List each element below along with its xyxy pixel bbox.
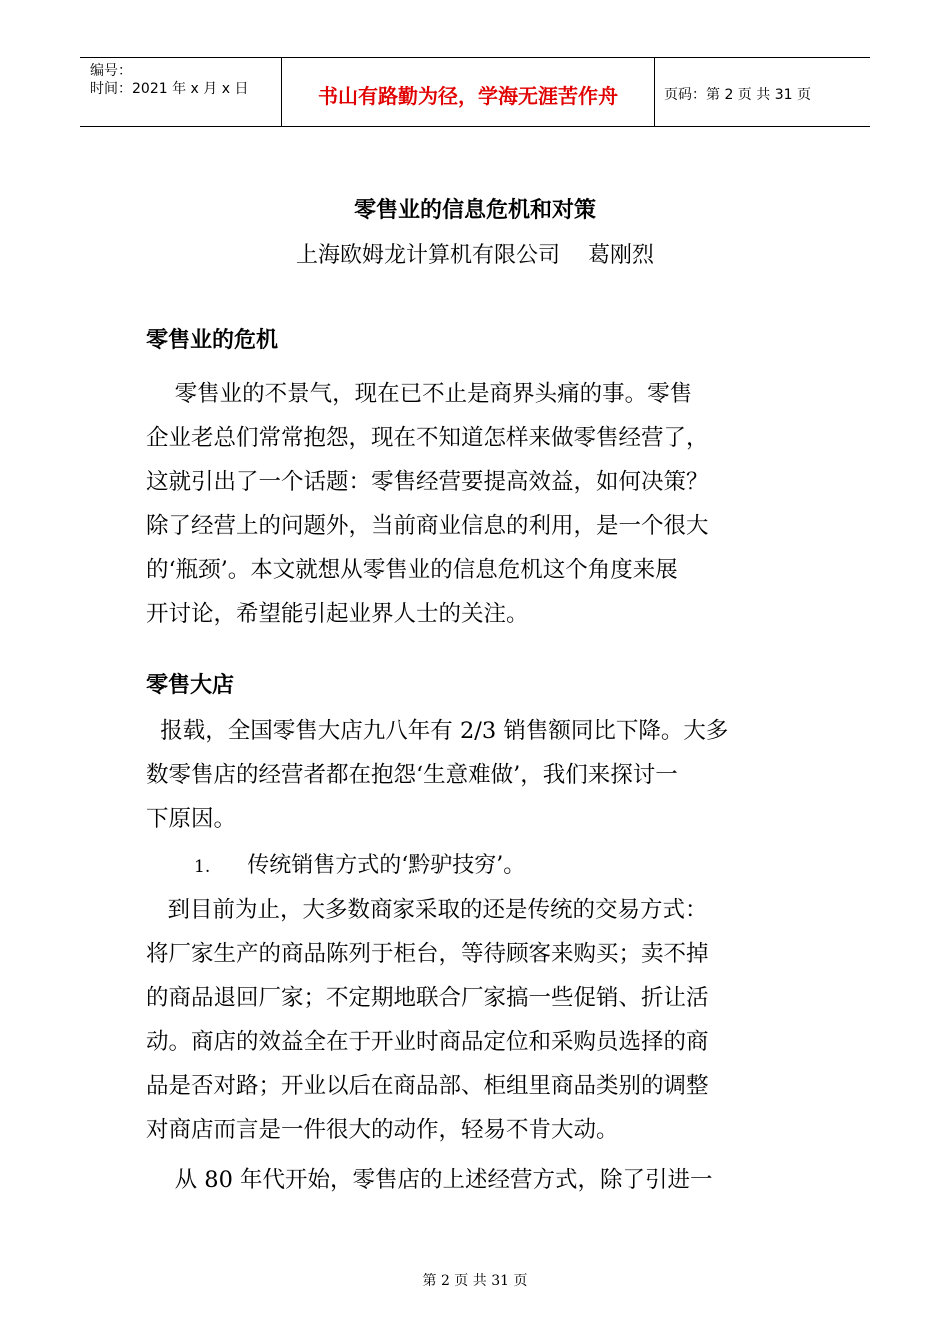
paragraph-line: 除了经营上的问题外，当前商业信息的利用，是一个很大 [146,513,709,539]
section-heading: 零售业的危机 [146,328,279,353]
section-heading: 零售大店 [146,673,235,698]
paragraph-line: 从 80 年代开始，零售店的上述经营方式，除了引进一 [146,1167,713,1193]
section-paragraph [146,372,806,636]
list-text: 传统销售方式的‘黔驴技穷’。 [247,853,526,878]
paragraph-line: 品是否对路；开业以后在商品部、柜组里商品类别的调整 [146,1073,709,1099]
time-label: 时间：2021 年 x 月 x 日 [90,81,249,97]
section-paragraph [146,709,806,841]
paragraph-line: 动。商店的效益全在于开业时商品定位和采购员选择的商 [146,1029,709,1055]
document-author: 上海欧姆龙计算机有限公司 葛刚烈 [296,243,654,268]
list-number: 1. [194,857,211,877]
page-footer: 第 2 页 共 31 页 [422,1273,528,1289]
header-meta [90,62,280,98]
document-title: 零售业的信息危机和对策 [353,198,596,223]
paragraph-line: 报载，全国零售大店九八年有 2/3 销售额同比下降。大多 [146,718,729,744]
paragraph-line: 的‘瓶颈’。本文就想从零售业的信息危机这个角度来展 [146,557,678,583]
section-paragraph [146,888,806,1202]
paragraph-line: 到目前为止，大多数商家采取的还是传统的交易方式： [146,897,708,923]
paragraph-line: 数零售店的经营者都在抱怨‘生意难做’，我们来探讨一 [146,762,678,788]
header-divider [654,58,655,126]
paragraph-line: 下原因。 [146,806,237,832]
paragraph-line: 零售业的不景气，现在已不止是商界头痛的事。零售 [146,381,693,407]
header-motto: 书山有路勤为径，学海无涯苦作舟 [318,84,618,108]
paragraph-line: 企业老总们常常抱怨，现在不知道怎样来做零售经营了， [146,425,709,451]
page-header [80,57,870,127]
number-label: 编号： [90,63,132,79]
list-item [194,848,525,879]
paragraph-line: 对商店而言是一件很大的动作，轻易不肯大动。 [146,1117,619,1143]
paragraph-line: 的商品退回厂家；不定期地联合厂家搞一些促销、折让活 [146,985,709,1011]
paragraph-line: 这就引出了一个话题：零售经营要提高效益，如何决策？ [146,469,709,495]
paragraph-line: 将厂家生产的商品陈列于柜台，等待顾客来购买；卖不掉 [146,941,709,967]
header-page-info: 页码：第 2 页 共 31 页 [664,87,811,103]
paragraph-line: 开讨论，希望能引起业界人士的关注。 [146,601,529,627]
